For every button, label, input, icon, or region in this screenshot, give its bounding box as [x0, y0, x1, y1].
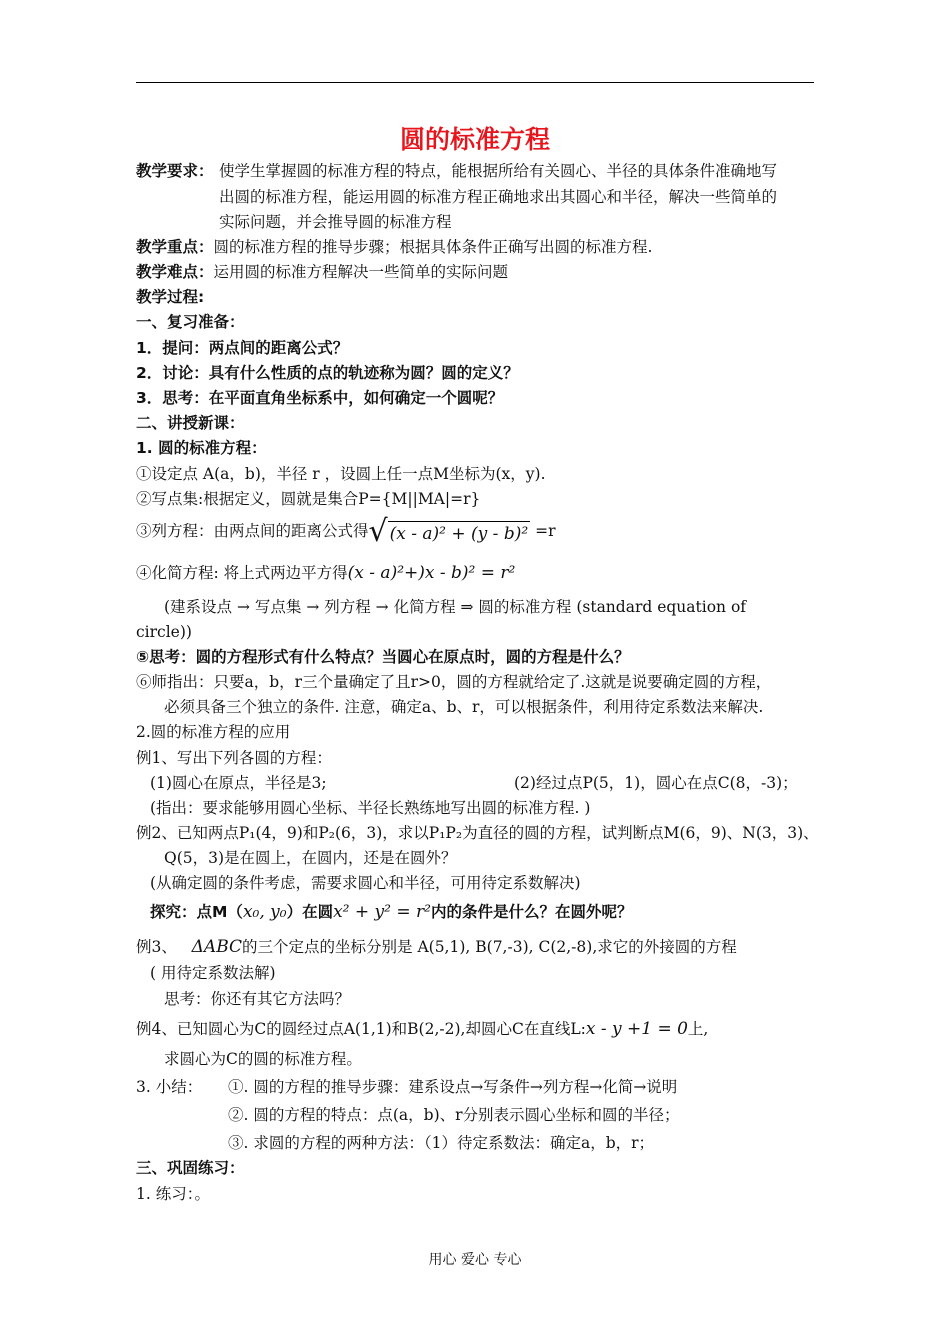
- summary-2: ②. 圆的方程的特点：点(a，b)、r分别表示圆心坐标和圆的半径；: [228, 1106, 680, 1124]
- note-6-line-2: 必须具备三个独立的条件. 注意，确定a、b、r，可以根据条件，利用待定系数法来解决.: [164, 698, 764, 716]
- example-3: 例3、 ΔABC的三个定点的坐标分别是 A(5,1), B(7,-3), C(2,-8),求它的外接圆的方程: [136, 937, 737, 957]
- step-1: ①设定点 A(a，b)，半径 r ，设圆上任一点M坐标为(x，y).: [136, 465, 546, 483]
- page-footer: 用心 爱心 专心: [428, 1252, 522, 1268]
- example-3-note: ( 用待定系数法解): [150, 964, 276, 982]
- think-5: ⑤思考：圆的方程形式有什么特点？当圆心在原点时，圆的方程是什么？: [136, 648, 630, 666]
- section-2-heading: 二、讲授新课：: [136, 414, 245, 432]
- example-2-line-1: 例2、已知两点P₁(4，9)和P₂(6，3)，求以P₁P₂为直径的圆的方程，试判断点M(6，9)、N(3，3)、: [136, 824, 819, 842]
- page-title: 圆的标准方程: [399, 125, 550, 154]
- req-line-2: 出圆的标准方程，能运用圆的标准方程正确地求出其圆心和半径，解决一些简单的: [219, 188, 778, 206]
- example-4-line-1: 例4、已知圆心为C的圆经过点A(1,1)和B(2,-2),却圆心C在直线L:x - y +1 = 0上,: [136, 1019, 709, 1039]
- flow-line-2: circle)): [136, 623, 192, 641]
- header-rule: [136, 82, 814, 83]
- explore-line: 探究：点M（x₀, y₀）在圆x² + y² = r²内的条件是什么？在圆外呢？: [150, 902, 633, 922]
- example-1-b: (2)经过点P(5，1)，圆心在点C(8，-3)；: [514, 774, 798, 792]
- question-1: 1．提问：两点间的距离公式？: [136, 339, 349, 357]
- req-line-3: 实际问题，并会推导圆的标准方程: [219, 213, 452, 231]
- example-2-line-2: Q(5，3)是在圆上，在圆内，还是在圆外？: [164, 849, 457, 867]
- step-2: ②写点集:根据定义，圆就是集合P={M||MA|=r}: [136, 490, 481, 508]
- section-3-heading: 三、巩固练习：: [136, 1159, 245, 1177]
- process-heading: 教学过程:: [136, 288, 205, 306]
- question-3: 3．思考：在平面直角坐标系中，如何确定一个圆呢？: [136, 389, 504, 407]
- req-line-1: 使学生掌握圆的标准方程的特点，能根据所给有关圆心、半径的具体条件准确地写: [219, 162, 778, 180]
- difficult-point: 教学难点：运用圆的标准方程解决一些简单的实际问题: [136, 263, 509, 281]
- summary-3: ③. 求圆的方程的两种方法：（1）待定系数法：确定a，b，r；: [228, 1134, 655, 1152]
- summary-1: ①. 圆的方程的推导步骤：建系设点→写条件→列方程→化简→说明: [228, 1078, 678, 1096]
- note-6-line-1: ⑥师指出：只要a，b，r三个量确定了且r>0，圆的方程就给定了.这就是说要确定圆的方程，: [136, 673, 772, 691]
- step-4: ④化简方程: 将上式两边平方得(x - a)²+)x - b)² = r²: [136, 563, 516, 583]
- practice-line: 1. 练习：。: [136, 1185, 210, 1203]
- step-3: ③列方程：由两点间的距离公式得√ (x - a)² + (y - b)² =r: [136, 514, 556, 549]
- example-1-note: (指出：要求能够用圆心坐标、半径长熟练地写出圆的标准方程. ): [150, 799, 591, 817]
- subsection-2: 2.圆的标准方程的应用: [136, 723, 291, 741]
- section-1-heading: 一、复习准备：: [136, 313, 245, 331]
- example-4-line-2: 求圆心为C的圆的标准方程。: [164, 1050, 362, 1068]
- example-1-a: (1)圆心在原点，半径是3;: [150, 774, 327, 792]
- req-label: 教学要求：: [136, 162, 214, 180]
- subsection-1: 1. 圆的标准方程：: [136, 439, 267, 457]
- sqrt-expression: √ (x - a)² + (y - b)²: [368, 514, 529, 549]
- example-3-think: 思考：你还有其它方法吗？: [164, 990, 351, 1008]
- summary-label: 3. 小结：: [136, 1078, 203, 1096]
- squared-equation: (x - a)²+)x - b)² = r²: [347, 563, 516, 583]
- flow-line-1: (建系设点 → 写点集 → 列方程 → 化简方程 ⇒ 圆的标准方程 (standard equation of: [164, 598, 747, 616]
- example-1: 例1、写出下列各圆的方程：: [136, 749, 332, 767]
- key-point: 教学重点：圆的标准方程的推导步骤；根据具体条件正确写出圆的标准方程.: [136, 238, 653, 256]
- example-2-note: (从确定圆的条件考虑，需要求圆心和半径，可用待定系数解决): [150, 874, 581, 892]
- question-2: 2．讨论：具有什么性质的点的轨迹称为圆？圆的定义？: [136, 364, 519, 382]
